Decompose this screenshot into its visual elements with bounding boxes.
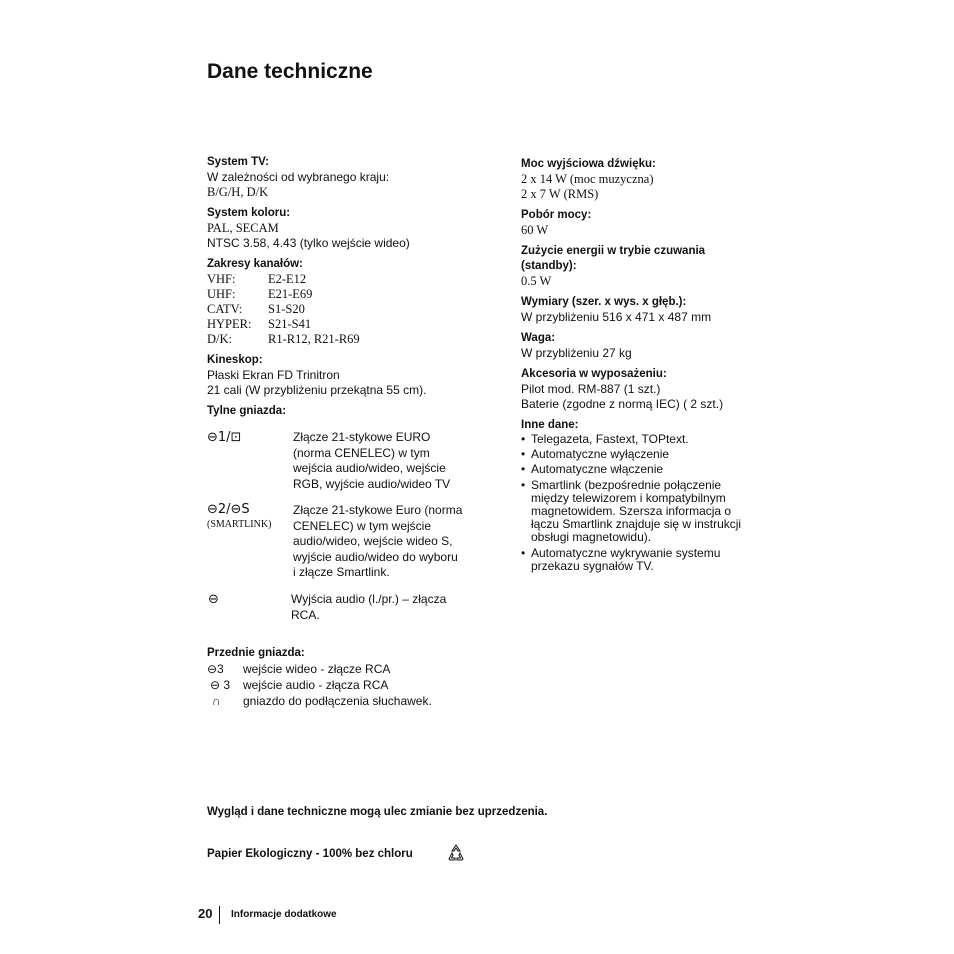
accessories-line: Baterie (zgodne z normą IEC) ( 2 szt.) xyxy=(521,397,724,411)
channels-heading: Zakresy kanałów: xyxy=(207,258,303,270)
tv-system-line: W zależności od wybranego kraju: xyxy=(207,170,390,184)
channel-row xyxy=(207,287,477,302)
channel-key: HYPER: xyxy=(207,317,252,331)
bullet-text: Automatyczne wyłączenie xyxy=(531,447,670,462)
tube-line: Płaski Ekran FD Trinitron xyxy=(207,368,340,382)
standby-value: 0.5 W xyxy=(521,274,552,288)
color-system-value: PAL, SECAM xyxy=(207,221,279,235)
channel-key: VHF: xyxy=(207,272,236,286)
euro1-line: RGB, wyjście audio/wideo TV xyxy=(293,476,451,491)
tv-system-heading: System TV: xyxy=(207,156,269,168)
smartlink-label: (SMARTLINK) xyxy=(207,519,272,530)
front-video-text: wejście wideo - złącze RCA xyxy=(243,662,391,676)
weight-heading: Waga: xyxy=(521,332,556,344)
euro1-description xyxy=(293,430,493,492)
list-item: • Automatyczne wykrywanie systemu przekazu sygnałów TV. xyxy=(521,547,746,573)
headphones-text: gniazdo do podłączenia słuchawek. xyxy=(243,694,432,708)
euro2-line: i złącze Smartlink. xyxy=(293,565,390,579)
front-audio-text: wejście audio - złącza RCA xyxy=(243,678,389,692)
euro1-line: Złącze 21-stykowe EURO xyxy=(293,430,431,444)
list-item: • Telegazeta, Fastext, TOPtext. xyxy=(521,433,746,446)
channel-row xyxy=(207,332,477,347)
channel-key: UHF: xyxy=(207,287,236,301)
other-heading: Inne dane: xyxy=(521,419,579,431)
accessories-section xyxy=(521,367,746,412)
weight-value: W przybliżeniu 27 kg xyxy=(521,346,632,360)
page-number: 20 xyxy=(198,906,213,921)
section-label: Informacje dodatkowe xyxy=(231,909,337,920)
list-item: • Automatyczne włączenie xyxy=(521,463,746,476)
headphones-icon: ∩ xyxy=(212,694,221,708)
recycle-icon xyxy=(446,843,466,863)
channel-value: E2-E12 xyxy=(268,272,307,286)
standby-section xyxy=(521,244,746,289)
sound-line: 2 x 14 W (moc muzyczna) xyxy=(521,172,654,186)
other-section xyxy=(521,418,746,573)
rear-heading: Tylne gniazda: xyxy=(207,405,287,417)
channel-value: S1-S20 xyxy=(268,302,305,316)
dims-value: W przybliżeniu 516 x 471 x 487 mm xyxy=(521,310,712,324)
tube-heading: Kineskop: xyxy=(207,354,263,366)
accessories-line: Pilot mod. RM-887 (1 szt.) xyxy=(521,382,661,396)
euro1-line: wejścia audio/wideo, wejście xyxy=(293,461,446,475)
channel-value: R1-R12, R21-R69 xyxy=(268,332,360,346)
channels-section xyxy=(207,257,477,347)
color-system-heading: System koloru: xyxy=(207,207,291,219)
tv-system-value: B/G/H, D/K xyxy=(207,185,269,199)
power-section xyxy=(521,208,746,238)
accessories-heading: Akcesoria w wyposażeniu: xyxy=(521,368,667,380)
standby-heading: Zużycie energii w trybie czuwania xyxy=(521,245,706,257)
euro1-line: (norma CENELEC) w tym xyxy=(293,445,430,460)
dims-heading: Wymiary (szer. x wys. x głęb.): xyxy=(521,296,687,308)
left-column xyxy=(207,155,477,419)
bullet-text: Telegazeta, Fastext, TOPtext. xyxy=(531,432,689,446)
bullet-text: Automatyczne wykrywanie systemu przekazu sygnałów TV. xyxy=(531,545,721,573)
tv-system-section xyxy=(207,155,477,200)
front-video-icon: ⊖3 xyxy=(207,662,224,676)
channel-row xyxy=(207,317,477,332)
audio-out-line: Wyjścia audio (l./pr.) – złącza xyxy=(291,592,447,606)
footer-divider xyxy=(219,906,220,924)
eco-paper-note: Papier Ekologiczny - 100% bez chloru xyxy=(207,848,413,860)
channel-value: S21-S41 xyxy=(268,317,312,331)
dims-section xyxy=(521,295,746,325)
euro2-description xyxy=(293,503,493,581)
right-column xyxy=(521,157,746,579)
power-heading: Pobór mocy: xyxy=(521,209,592,221)
color-system-section xyxy=(207,206,477,251)
power-value: 60 W xyxy=(521,223,549,237)
audio-out-line: RCA. xyxy=(291,607,320,622)
page-title: Dane techniczne xyxy=(207,60,373,83)
audio-out-description xyxy=(291,592,491,623)
tube-section xyxy=(207,353,477,398)
sound-heading: Moc wyjściowa dźwięku: xyxy=(521,158,656,170)
euro2-line: CENELEC) w tym wejście xyxy=(293,518,432,533)
list-item: • Smartlink (bezpośrednie połączenie między telewizorem i kompatybilnym magnetowidem. Szersza informacja o łączu Smartlink znajduje się w instrukcji obsługi magnetowidu). xyxy=(521,479,746,545)
euro2-line: audio/wideo, wejście wideo S, xyxy=(293,534,453,548)
list-item: • Automatyczne wyłączenie xyxy=(521,448,746,461)
audio-out-icon: ⊖ xyxy=(208,592,219,607)
weight-section xyxy=(521,331,746,361)
euro1-scart-icon: ⊖1/⊡ xyxy=(207,430,242,445)
color-system-ntsc: NTSC 3.58, 4.43 (tylko wejście wideo) xyxy=(207,236,410,250)
front-audio-icon: ⊖ 3 xyxy=(210,678,231,692)
channel-key: D/K: xyxy=(207,332,232,346)
change-notice: Wygląd i dane techniczne mogą ulec zmianie bez uprzedzenia. xyxy=(207,806,548,818)
channel-row xyxy=(207,272,477,287)
standby-heading: (standby): xyxy=(521,260,577,272)
sound-section xyxy=(521,157,746,202)
bullet-text: Automatyczne włączenie xyxy=(531,462,664,477)
euro2-line: Złącze 21-stykowe Euro (norma xyxy=(293,503,463,517)
bullet-text: Smartlink (bezpośrednie połączenie między telewizorem i kompatybilnym magnetowidem. Szersza informacja o łączu Smartlink znajduje się w instrukcji obsługi magnetowidu). xyxy=(531,477,742,545)
euro2-scart-icon: ⊖2/⊖S xyxy=(207,502,250,517)
sound-line: 2 x 7 W (RMS) xyxy=(521,187,599,201)
channel-value: E21-E69 xyxy=(268,287,313,301)
front-heading: Przednie gniazda: xyxy=(207,647,305,659)
channel-row xyxy=(207,302,477,317)
channel-key: CATV: xyxy=(207,302,243,316)
tube-line: 21 cali (W przybliżeniu przekątna 55 cm). xyxy=(207,383,427,397)
euro2-line: wyjście audio/wideo do wyboru xyxy=(293,549,458,564)
